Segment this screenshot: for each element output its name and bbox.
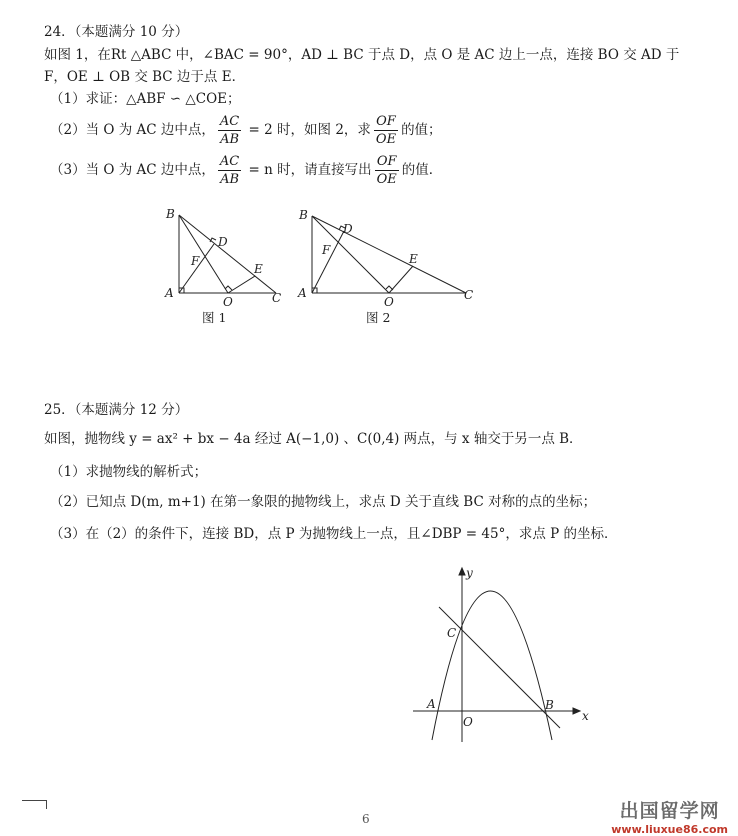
frac-numerator: OF [375, 153, 399, 171]
frac-numerator: AC [219, 154, 240, 169]
q24-part3-frac-of [375, 153, 399, 188]
label-b: B [545, 698, 554, 712]
label-f: F [191, 254, 200, 268]
q24-header: 24．（本题满分 10 分） [44, 24, 189, 40]
label-b: B [299, 208, 308, 222]
segment-ad [312, 231, 344, 293]
label-o: O [384, 295, 394, 309]
q25-header: 25．（本题满分 12 分） [44, 402, 189, 418]
line-bc [439, 607, 560, 728]
q25-part2: （2）已知点 D(m, m+1) 在第一象限的抛物线上，求点 D 关于直线 BC 对称的点的坐标； [50, 494, 597, 510]
figure-2-caption: 图 2 [366, 310, 391, 325]
label-a: A [165, 286, 174, 300]
x-axis-arrow [573, 708, 580, 714]
label-y: y [466, 566, 473, 580]
q24-part3-mid: = n 时，请直接写出 [244, 162, 372, 178]
page-corner-mark [22, 800, 47, 809]
q24-stem-line1: 如图 1，在Rt △ABC 中，∠BAC = 90°，AD ⊥ BC 于点 D，点 O 是 AC 边上一点，连接 BO 交 AD 于 [44, 47, 680, 63]
q25-part3: （3）在（2）的条件下，连接 BD，点 P 为抛物线上一点，且∠DBP = 45°，求点 P 的坐标． [50, 526, 618, 542]
q24-part3 [50, 152, 442, 188]
q24-stem-line2: F，OE ⊥ OB 交 BC 边于点 E． [44, 69, 246, 85]
label-d: D [218, 235, 228, 249]
label-x: x [582, 709, 589, 723]
q24-part3-post: 的值． [401, 162, 443, 178]
watermark-title: 出国留学网 [619, 800, 720, 822]
frac-numerator: AC [219, 114, 240, 129]
q25-stem: 如图，抛物线 y = ax² + bx − 4a 经过 A(−1,0) 、C(0,4) 两点，与 x 轴交于另一点 B． [44, 431, 583, 447]
q24-figure-2 [290, 200, 490, 330]
page-number: 6 [362, 812, 370, 826]
watermark-url: www.liuxue86.com [611, 823, 728, 836]
label-o: O [223, 295, 233, 309]
q24-part3-frac-ac [218, 153, 241, 188]
y-axis-arrow [459, 568, 465, 575]
segment-bo [179, 215, 228, 293]
label-c: C [447, 626, 457, 640]
segment-ad [179, 244, 214, 293]
frac-denominator: OE [376, 172, 397, 187]
frac-denominator: AB [220, 172, 240, 187]
q24-part3-pre: （3）当 O 为 AC 边中点， [50, 162, 215, 178]
watermark-logo [611, 796, 728, 836]
q24-part2-pre: （2）当 O 为 AC 边中点， [50, 122, 215, 138]
label-e: E [409, 252, 418, 266]
label-f: F [322, 243, 331, 257]
q25-part1: （1）求抛物线的解析式； [50, 464, 208, 480]
frac-denominator: AB [220, 132, 240, 147]
q24-figure-1 [155, 200, 295, 330]
q24-part1: （1）求证：△ABF ∽ △COE； [50, 91, 241, 107]
label-d: D [343, 222, 353, 236]
q24-part2-post: 的值； [401, 122, 442, 138]
parabola-curve [432, 591, 552, 740]
label-a: A [427, 697, 436, 711]
segment-oe [228, 276, 255, 293]
q25-parabola-graph [405, 562, 595, 744]
figure-1-caption: 图 1 [202, 310, 227, 325]
frac-numerator: OF [374, 113, 398, 131]
label-c: C [464, 288, 474, 302]
label-b: B [166, 207, 175, 221]
q24-part2-frac-ac [218, 113, 241, 148]
right-angle-d [210, 238, 216, 242]
label-o: O [463, 715, 473, 729]
q24-part2 [50, 112, 442, 148]
q24-part2-frac-of [374, 113, 398, 148]
segment-bc [312, 216, 466, 293]
label-c: C [272, 291, 282, 305]
label-a: A [298, 286, 307, 300]
frac-denominator: OE [375, 132, 397, 147]
q24-part2-mid: = 2 时，如图 2，求 [244, 122, 371, 138]
label-e: E [254, 262, 263, 276]
right-angle-o [386, 286, 393, 290]
